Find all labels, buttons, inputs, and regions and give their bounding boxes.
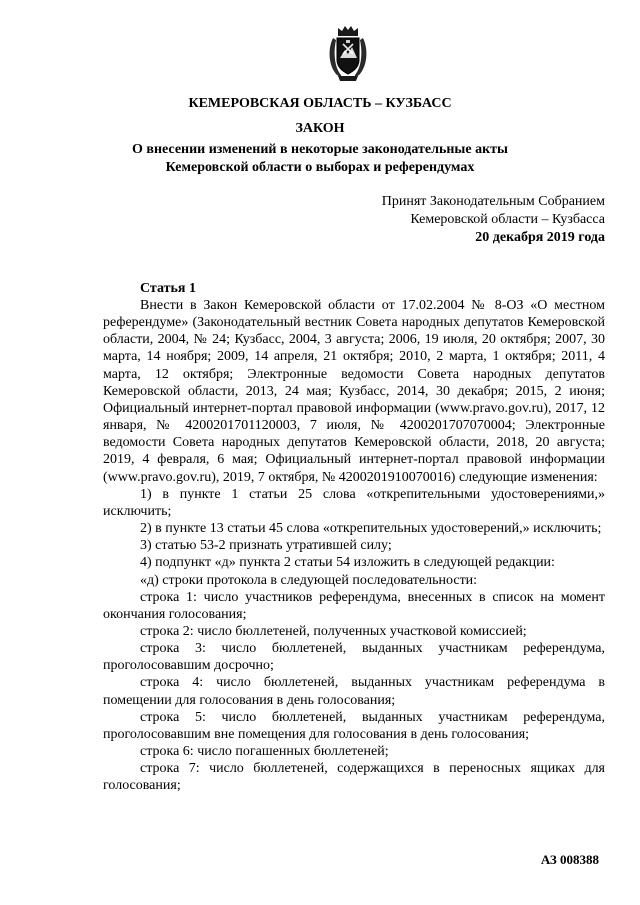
adoption-line-2: Кемеровской области – Кузбасса bbox=[410, 212, 605, 227]
region-heading: КЕМЕРОВСКАЯ ОБЛАСТЬ – КУЗБАСС bbox=[188, 96, 452, 111]
document-type-heading: ЗАКОН bbox=[295, 121, 345, 136]
adoption-date: 20 декабря 2019 года bbox=[475, 230, 605, 245]
law-title-line-1: О внесении изменений в некоторые законодательные акты bbox=[132, 142, 508, 157]
adoption-line-1: Принят Законодательным Собранием bbox=[381, 194, 605, 209]
article-paragraph: «д) строки протокола в следующей последовательности: bbox=[140, 572, 478, 588]
article-paragraph: строка 4: число бюллетеней, выданных участникам референдума в помещении для голосования в день голосования; bbox=[103, 675, 605, 708]
article-paragraph: Внести в Закон Кемеровской области от 17.02.2004 № 8-ОЗ «О местном референдуме» (Законодательный вестник Совета народных депутатов Кемеровской области, 2004, № 24; Кузбасс, 2004, 3 августа; 2006, 19 июля, 20 октября; 2007, 30 марта, 14 ноября; 2009, 14 апреля, 21 октября; 2010, 2 марта, 1 октября; 2011, 4 марта, 12 октября; Электронные ведомости Совета народных депутатов Кемеровской области, 2013, 24 мая; Кузбасс, 2014, 30 декабря; 2015, 2 июня; Официальный интернет-портал правовой информации (www.pravo.gov.ru), 2017, 12 января, № 4200201701120003, 7 июля, № 4200201707070004; Электронные ведомости Совета народных депутатов Кемеровской области, 2018, 20 августа; 2019, 4 февраля, 6 мая; Официальный интернет-портал правовой информации (www.pravo.gov.ru), 2019, 7 октября, № 4200201910070016) следующие изменения: bbox=[103, 298, 605, 485]
coat-of-arms-icon bbox=[324, 24, 372, 84]
article-paragraph: строка 5: число бюллетеней, выданных участникам референдума, проголосовавшим вне помещения для голосования в день голосования; bbox=[103, 709, 605, 742]
article-paragraph: 1) в пункте 1 статьи 25 слова «открепительными удостоверениями,» исключить; bbox=[103, 486, 605, 519]
article-paragraph: строка 6: число погашенных бюллетеней; bbox=[140, 744, 389, 760]
article-body bbox=[103, 297, 605, 795]
law-title-line-2: Кемеровской области о выборах и референдумах bbox=[165, 160, 475, 175]
form-serial-code: АЗ 008388 bbox=[540, 852, 599, 867]
article-paragraph: строка 1: число участников референдума, внесенных в список на момент окончания голосования; bbox=[103, 589, 605, 622]
article-paragraph: строка 7: число бюллетеней, содержащихся в переносных ящиках для голосования; bbox=[103, 761, 605, 794]
article-paragraph: 4) подпункт «д» пункта 2 статьи 54 изложить в следующей редакции: bbox=[140, 555, 555, 571]
article-paragraph: строка 2: число бюллетеней, полученных участковой комиссией; bbox=[140, 623, 527, 639]
adoption-block bbox=[382, 193, 605, 247]
article-paragraph: 3) статью 53-2 признать утратившей силу; bbox=[140, 538, 392, 554]
article-paragraph: 2) в пункте 13 статьи 45 слова «открепительных удостоверений,» исключить; bbox=[140, 521, 602, 537]
article-paragraph: строка 3: число бюллетеней, выданных участникам референдума, проголосовавшим досрочно; bbox=[103, 641, 605, 674]
article-title: Статья 1 bbox=[140, 281, 196, 296]
